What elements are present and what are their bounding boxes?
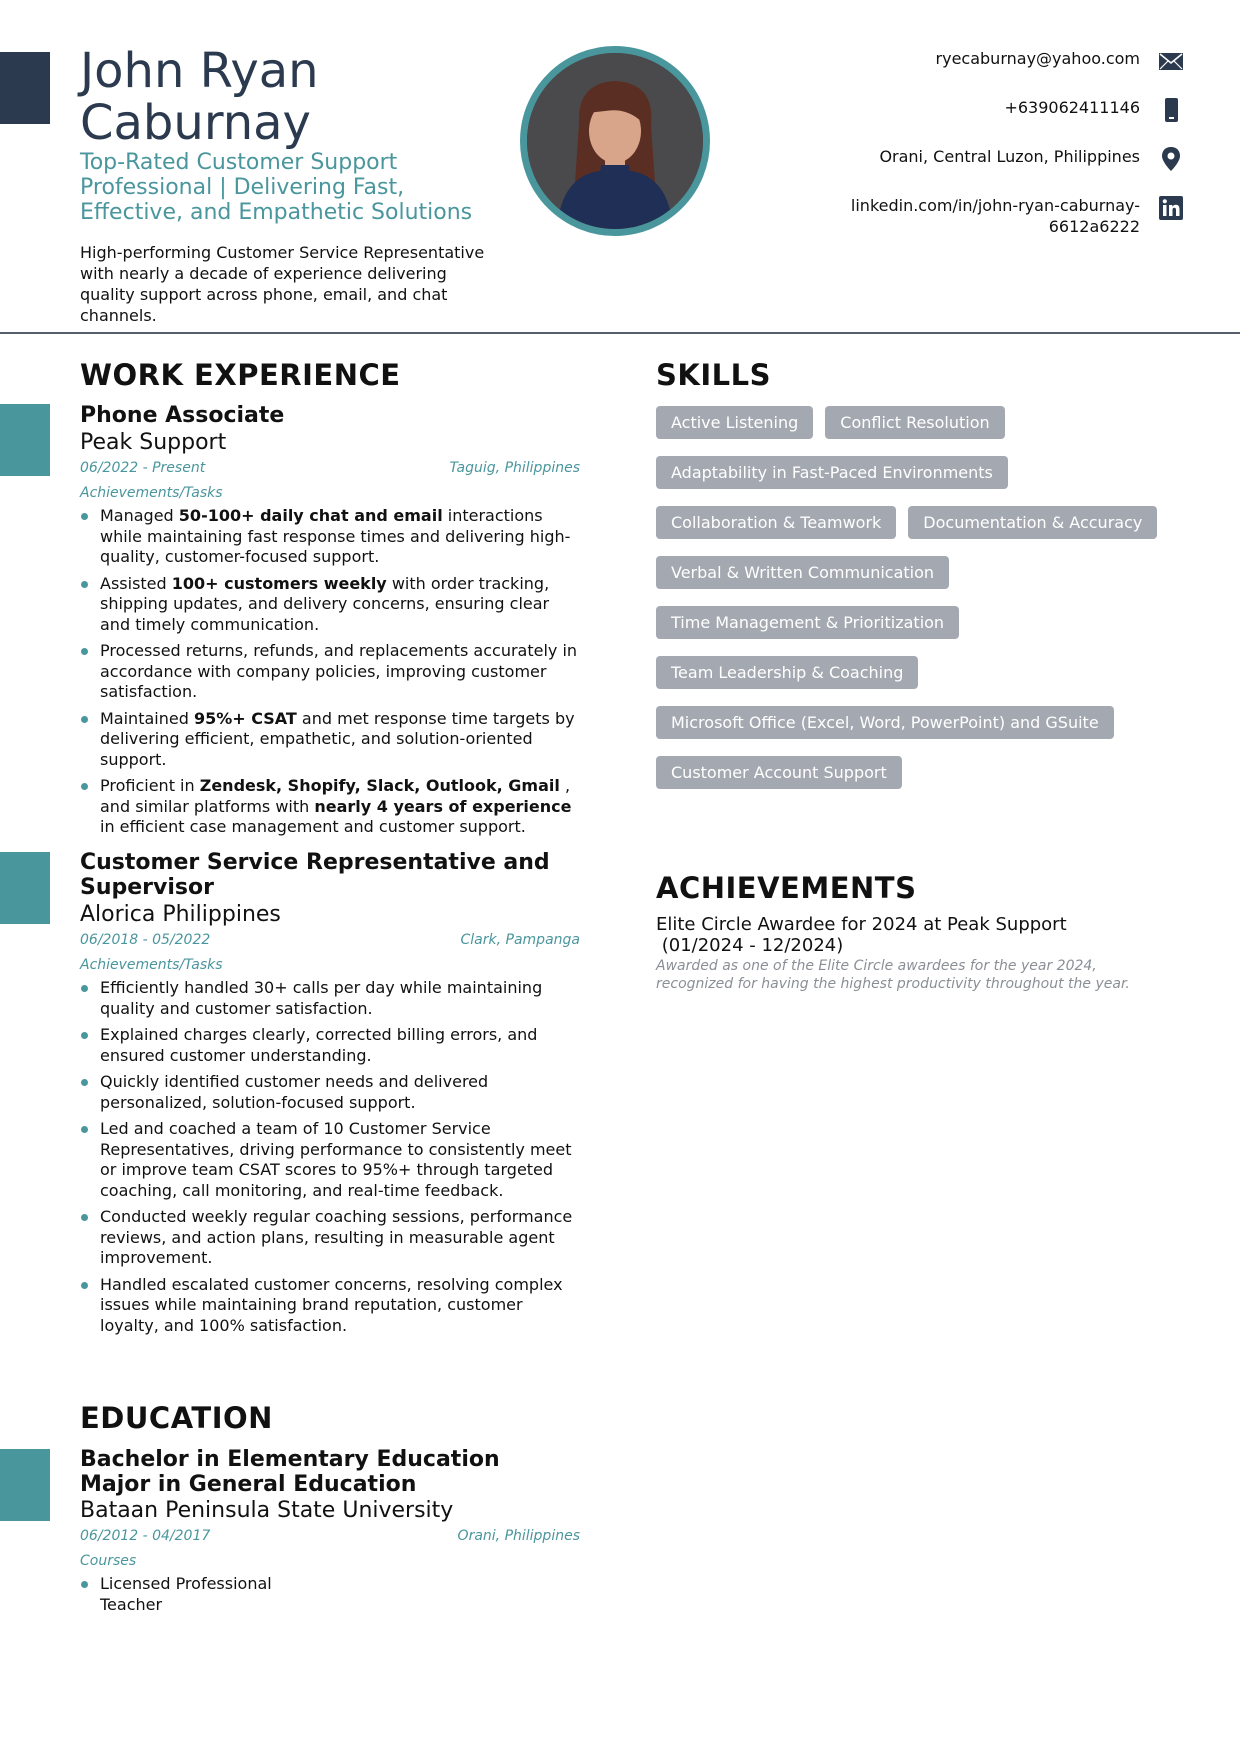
skill-tag: Documentation & Accuracy xyxy=(908,506,1157,539)
contact-phone[interactable] xyxy=(792,97,1192,123)
email-text[interactable]: ryecaburnay@yahoo.com xyxy=(935,49,1140,68)
job-1-title: Phone Associate xyxy=(80,403,285,428)
portrait-image xyxy=(527,53,703,229)
job-1-meta xyxy=(80,460,580,476)
education-accent-bar xyxy=(0,1449,50,1521)
job-1-dates: 06/2022 - Present xyxy=(80,460,206,476)
degree-title: Bachelor in Elementary Education Major in General Education xyxy=(80,1447,500,1497)
list-item: Conducted weekly regular coaching sessions, performance reviews, and action plans, resulting in measurable agent improvement. xyxy=(80,1207,580,1269)
job-2-dates: 06/2018 - 05/2022 xyxy=(80,932,211,948)
envelope-icon xyxy=(1158,48,1184,74)
job-2-accent-bar xyxy=(0,852,50,924)
skill-tag: Collaboration & Teamwork xyxy=(656,506,896,539)
list-item: Efficiently handled 30+ calls per day while maintaining quality and customer satisfaction. xyxy=(80,978,580,1019)
contact-location xyxy=(792,146,1192,172)
education-heading: EDUCATION xyxy=(80,1401,273,1435)
skill-tag: Active Listening xyxy=(656,406,813,439)
work-experience-heading: WORK EXPERIENCE xyxy=(80,358,401,392)
job-1-location: Taguig, Philippines xyxy=(449,460,580,476)
skill-tag: Verbal & Written Communication xyxy=(656,556,949,589)
skills-heading: SKILLS xyxy=(656,358,771,392)
skill-tag: Customer Account Support xyxy=(656,756,902,789)
candidate-name: John Ryan Caburnay xyxy=(80,43,319,151)
linkedin-icon xyxy=(1158,195,1184,221)
job-1-tasks-label: Achievements/Tasks xyxy=(80,485,223,501)
job-2-bullet-list xyxy=(80,978,580,1342)
contact-email[interactable] xyxy=(792,48,1192,74)
header-accent-bar xyxy=(0,52,50,124)
job-2-company: Alorica Philippines xyxy=(80,902,281,927)
job-1-company: Peak Support xyxy=(80,430,227,455)
skill-tag: Time Management & Prioritization xyxy=(656,606,959,639)
linkedin-text[interactable]: linkedin.com/in/john-ryan-caburnay- 6612a6222 xyxy=(850,196,1140,236)
skill-tag: Microsoft Office (Excel, Word, PowerPoint) and GSuite xyxy=(656,706,1114,739)
list-item: Handled escalated customer concerns, resolving complex issues while maintaining brand reputation, customer loyalty, and 100% satisfaction. xyxy=(80,1275,580,1337)
job-2-tasks-label: Achievements/Tasks xyxy=(80,957,223,973)
list-item: Led and coached a team of 10 Customer Service Representatives, driving performance to consistently meet or improve team CSAT scores to 95%+ through targeted coaching, call monitoring, and real-time feedback. xyxy=(80,1119,580,1201)
contact-linkedin[interactable] xyxy=(792,195,1192,241)
skills-list xyxy=(656,406,1176,806)
job-2-location: Clark, Pampanga xyxy=(460,932,580,948)
skill-tag: Conflict Resolution xyxy=(825,406,1004,439)
list-item: Licensed Professional Teacher xyxy=(80,1574,280,1615)
profile-photo xyxy=(520,46,710,236)
job-1-bullet-list xyxy=(80,506,580,844)
job-2-title: Customer Service Representative and Supervisor xyxy=(80,850,550,900)
achievements-heading: ACHIEVEMENTS xyxy=(656,871,917,905)
profile-summary: High-performing Customer Service Representative with nearly a decade of experience delivering quality support across phone, email, and chat channels. xyxy=(80,243,485,325)
education-dates: 06/2012 - 04/2017 xyxy=(80,1528,211,1544)
header-divider xyxy=(0,332,1240,334)
education-meta xyxy=(80,1528,580,1544)
list-item: Assisted 100+ customers weekly with order tracking, shipping updates, and delivery concerns, ensuring clear and timely communication. xyxy=(80,574,580,636)
list-item: Maintained 95%+ CSAT and met response time targets by delivering efficient, empathetic, and solution-oriented support. xyxy=(80,709,580,771)
job-2-meta xyxy=(80,932,580,948)
courses-list xyxy=(80,1574,280,1621)
courses-label: Courses xyxy=(80,1553,137,1569)
headline-tagline: Top-Rated Customer Support Professional | Delivering Fast, Effective, and Empathetic Solutions xyxy=(80,150,473,225)
location-text: Orani, Central Luzon, Philippines xyxy=(879,147,1140,166)
achievement-title: Elite Circle Awardee for 2024 at Peak Support (01/2024 - 12/2024) xyxy=(656,914,1067,956)
education-location: Orani, Philippines xyxy=(457,1528,580,1544)
skill-tag: Adaptability in Fast-Paced Environments xyxy=(656,456,1008,489)
achievement-description: Awarded as one of the Elite Circle awardees for the year 2024, recognized for having the highest productivity throughout the year. xyxy=(656,958,1130,992)
location-pin-icon xyxy=(1158,146,1184,172)
skill-tag: Team Leadership & Coaching xyxy=(656,656,918,689)
phone-icon xyxy=(1158,97,1184,123)
list-item: Proficient in Zendesk, Shopify, Slack, Outlook, Gmail , and similar platforms with nearly 4 years of experience in efficient case management and customer support. xyxy=(80,776,580,838)
phone-text[interactable]: +639062411146 xyxy=(1004,98,1140,117)
list-item: Explained charges clearly, corrected billing errors, and ensured customer understanding. xyxy=(80,1025,580,1066)
school-name: Bataan Peninsula State University xyxy=(80,1498,454,1523)
job-1-accent-bar xyxy=(0,404,50,476)
list-item: Processed returns, refunds, and replacements accurately in accordance with company policies, improving customer satisfaction. xyxy=(80,641,580,703)
list-item: Managed 50-100+ daily chat and email interactions while maintaining fast response times and delivering high-quality, customer-focused support. xyxy=(80,506,580,568)
list-item: Quickly identified customer needs and delivered personalized, solution-focused support. xyxy=(80,1072,580,1113)
